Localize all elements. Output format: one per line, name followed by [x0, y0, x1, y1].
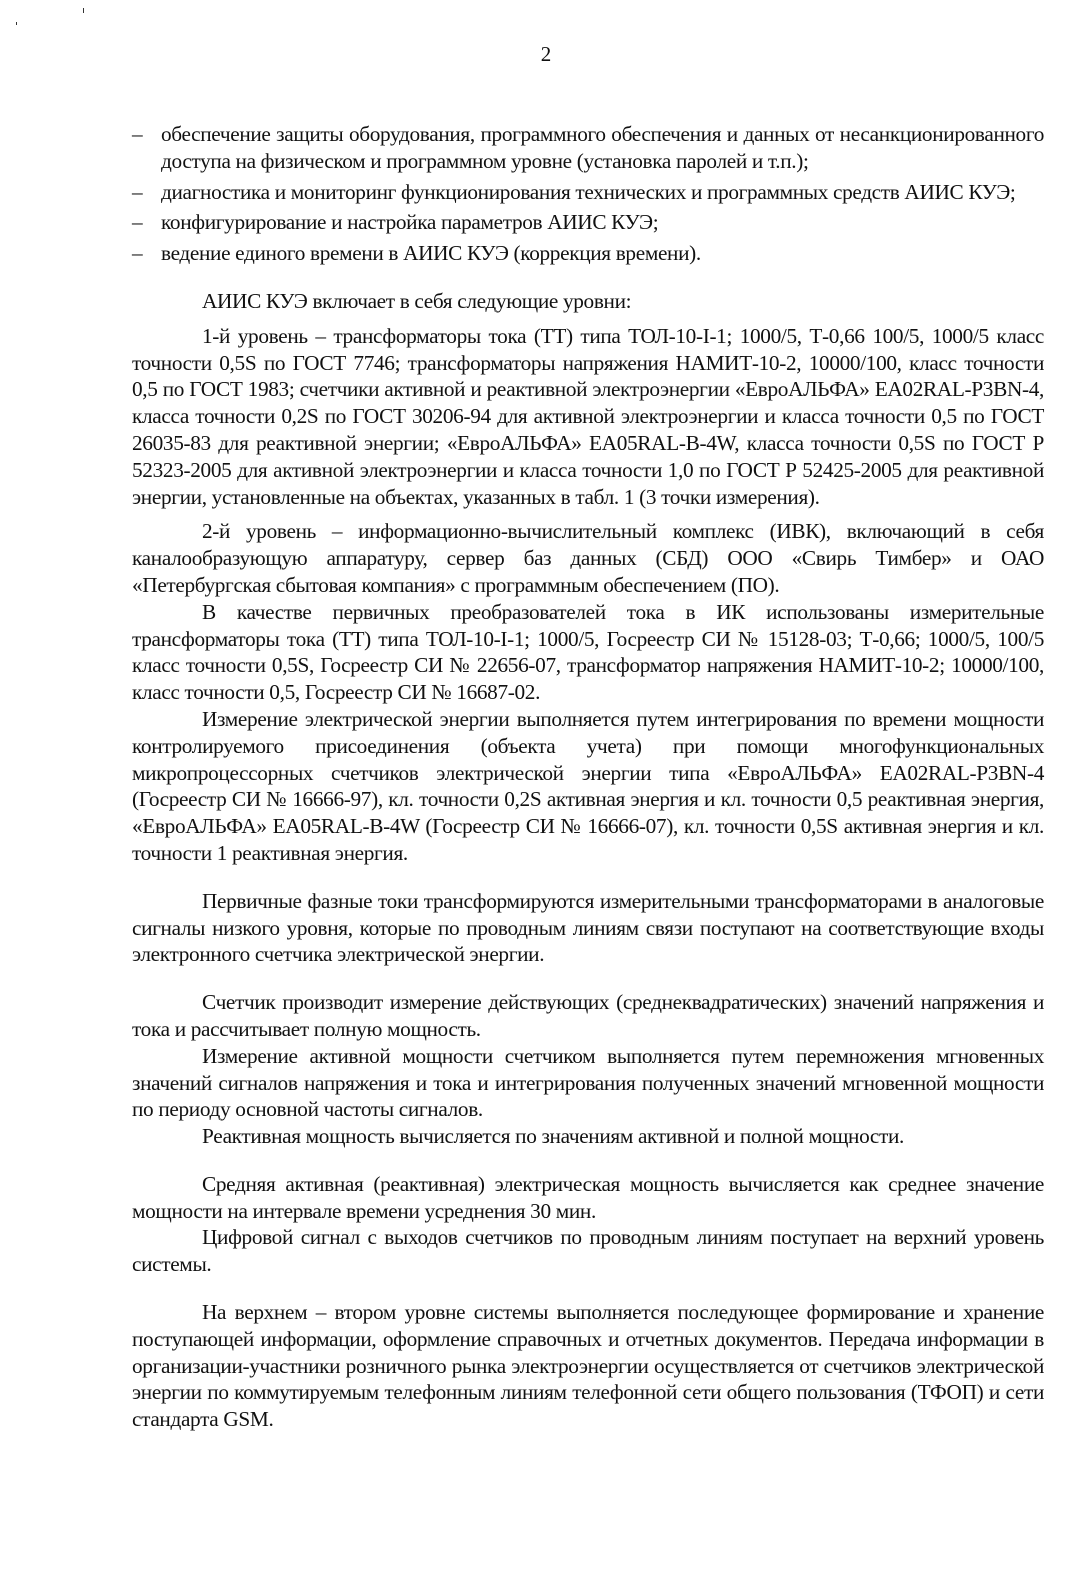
scan-artifact-mark: [16, 22, 17, 25]
dash-bullet-icon: –: [132, 241, 143, 266]
active-power-paragraph: Измерение активной мощности счетчиком выполняется путем перемножения мгновенных значений сигналов напряжения и тока и интегрирования полученных значений мгновенной мощности по периоду основной частоты сигналов.: [132, 1043, 1044, 1122]
upper-level-paragraph: На верхнем – втором уровне системы выполняется последующее формирование и хранение поступающей информации, оформление справочных и отчетных документов. Передача информации в организации-участники розничного рынка электроэнергии осуществляется от счетчиков электрической энергии по коммутируемым телефонным линиям телефонной сети общего пользования (ТФОП) и сети стандарта GSM.: [132, 1300, 1044, 1432]
bullet-text: диагностика и мониторинг функционирования технических и программных средств АИИС КУЭ;: [161, 179, 1016, 204]
average-power-paragraph: Средняя активная (реактивная) электрическая мощность вычисляется как среднее значение мощности на интервале времени усреднения 30 мин.: [132, 1171, 1044, 1223]
dash-bullet-icon: –: [132, 210, 143, 235]
digital-signal-paragraph: Цифровой сигнал с выходов счетчиков по проводным линиям поступает на верхний уровень системы.: [132, 1225, 1044, 1277]
bullet-text: ведение единого времени в АИИС КУЭ (коррекция времени).: [161, 241, 701, 266]
page-number: 2: [540, 42, 552, 66]
level-1-paragraph: 1-й уровень – трансформаторы тока (ТТ) типа ТОЛ-10-I-1; 1000/5, Т-0,66 100/5, 1000/5 класс точности 0,5S по ГОСТ 7746; трансформаторы напряжения НАМИТ-10-2, 10000/100, класс точности 0,5 по ГОСТ 1983; счетчики активной и реактивной электроэнергии «ЕвроАЛЬФА» EA02RAL-P3BN-4, класса точности 0,2S по ГОСТ 30206-94 для активной электроэнергии и класса точности 0,5 по ГОСТ 26035-83 для реактивной энергии; «ЕвроАЛЬФА» EA05RAL-B-4W, класса точности 0,5S по ГОСТ Р 52323-2005 для активной электроэнергии и класса точности 1,0 по ГОСТ Р 52425-2005 для реактивной энергии, установленные на объектах, указанных в табл. 1 (3 точки измерения).: [132, 323, 1044, 509]
level-2-paragraph: 2-й уровень – информационно-вычислительный комплекс (ИВК), включающий в себя каналообразующую аппаратуру, сервер баз данных (СБД) ООО «Свирь Тимбер» и ОАО «Петербургская сбытовая компания» с программным обеспечением (ПО).: [132, 519, 1044, 597]
primary-converters-paragraph: В качестве первичных преобразователей тока в ИК использованы измерительные трансформаторы тока (ТТ) типа ТОЛ-10-I-1; 1000/5, Госреестр СИ № 15128-03; Т-0,66; 1000/5, 100/5 класс точности 0,5S, Госреестр СИ № 22656-07, трансформатор напряжения НАМИТ-10-2; 10000/100, класс точности 0,5, Госреестр СИ № 16687-02.: [132, 599, 1044, 705]
meter-rms-paragraph: Счетчик производит измерение действующих (среднеквадратических) значений напряжения и тока и рассчитывает полную мощность.: [132, 990, 1044, 1041]
bullet-text: обеспечение защиты оборудования, программного обеспечения и данных от несанкционированного доступа на физическом и программном уровне (установка паролей и т.п.);: [161, 122, 1044, 173]
document-body: [132, 121, 1044, 1433]
bullet-item: [132, 209, 1044, 236]
bullet-item: [132, 121, 1044, 175]
energy-measurement-paragraph: Измерение электрической энергии выполняется путем интегрирования по времени мощности контролируемого присоединения (объекта учета) при помощи многофункциональных микропроцессорных счетчиков электрической энергии типа «ЕвроАЛЬФА» EA02RAL-P3BN-4 (Госреестр СИ № 16666-97), кл. точности 0,2S активная энергия и кл. точности 0,5 реактивная энергия, «ЕвроАЛЬФА» EA05RAL-B-4W (Госреестр СИ № 16666-07), кл. точности 0,5S активная энергия и кл. точности 1 реактивная энергия.: [132, 706, 1044, 865]
bullet-text: конфигурирование и настройка параметров АИИС КУЭ;: [161, 210, 659, 235]
phase-currents-paragraph: Первичные фазные токи трансформируются измерительными трансформаторами в аналоговые сигналы низкого уровня, которые по проводным линиям связи поступают на соответствующие входы электронного счетчика электрической энергии.: [132, 888, 1044, 967]
scan-artifact-mark: [83, 8, 84, 13]
dash-bullet-icon: –: [132, 179, 143, 204]
bullet-item: [132, 240, 1044, 267]
reactive-power-paragraph: Реактивная мощность вычисляется по значениям активной и полной мощности.: [202, 1124, 905, 1149]
dash-bullet-icon: –: [132, 122, 143, 146]
levels-intro-paragraph: АИИС КУЭ включает в себя следующие уровни:: [202, 288, 632, 313]
bullet-item: [132, 179, 1044, 206]
